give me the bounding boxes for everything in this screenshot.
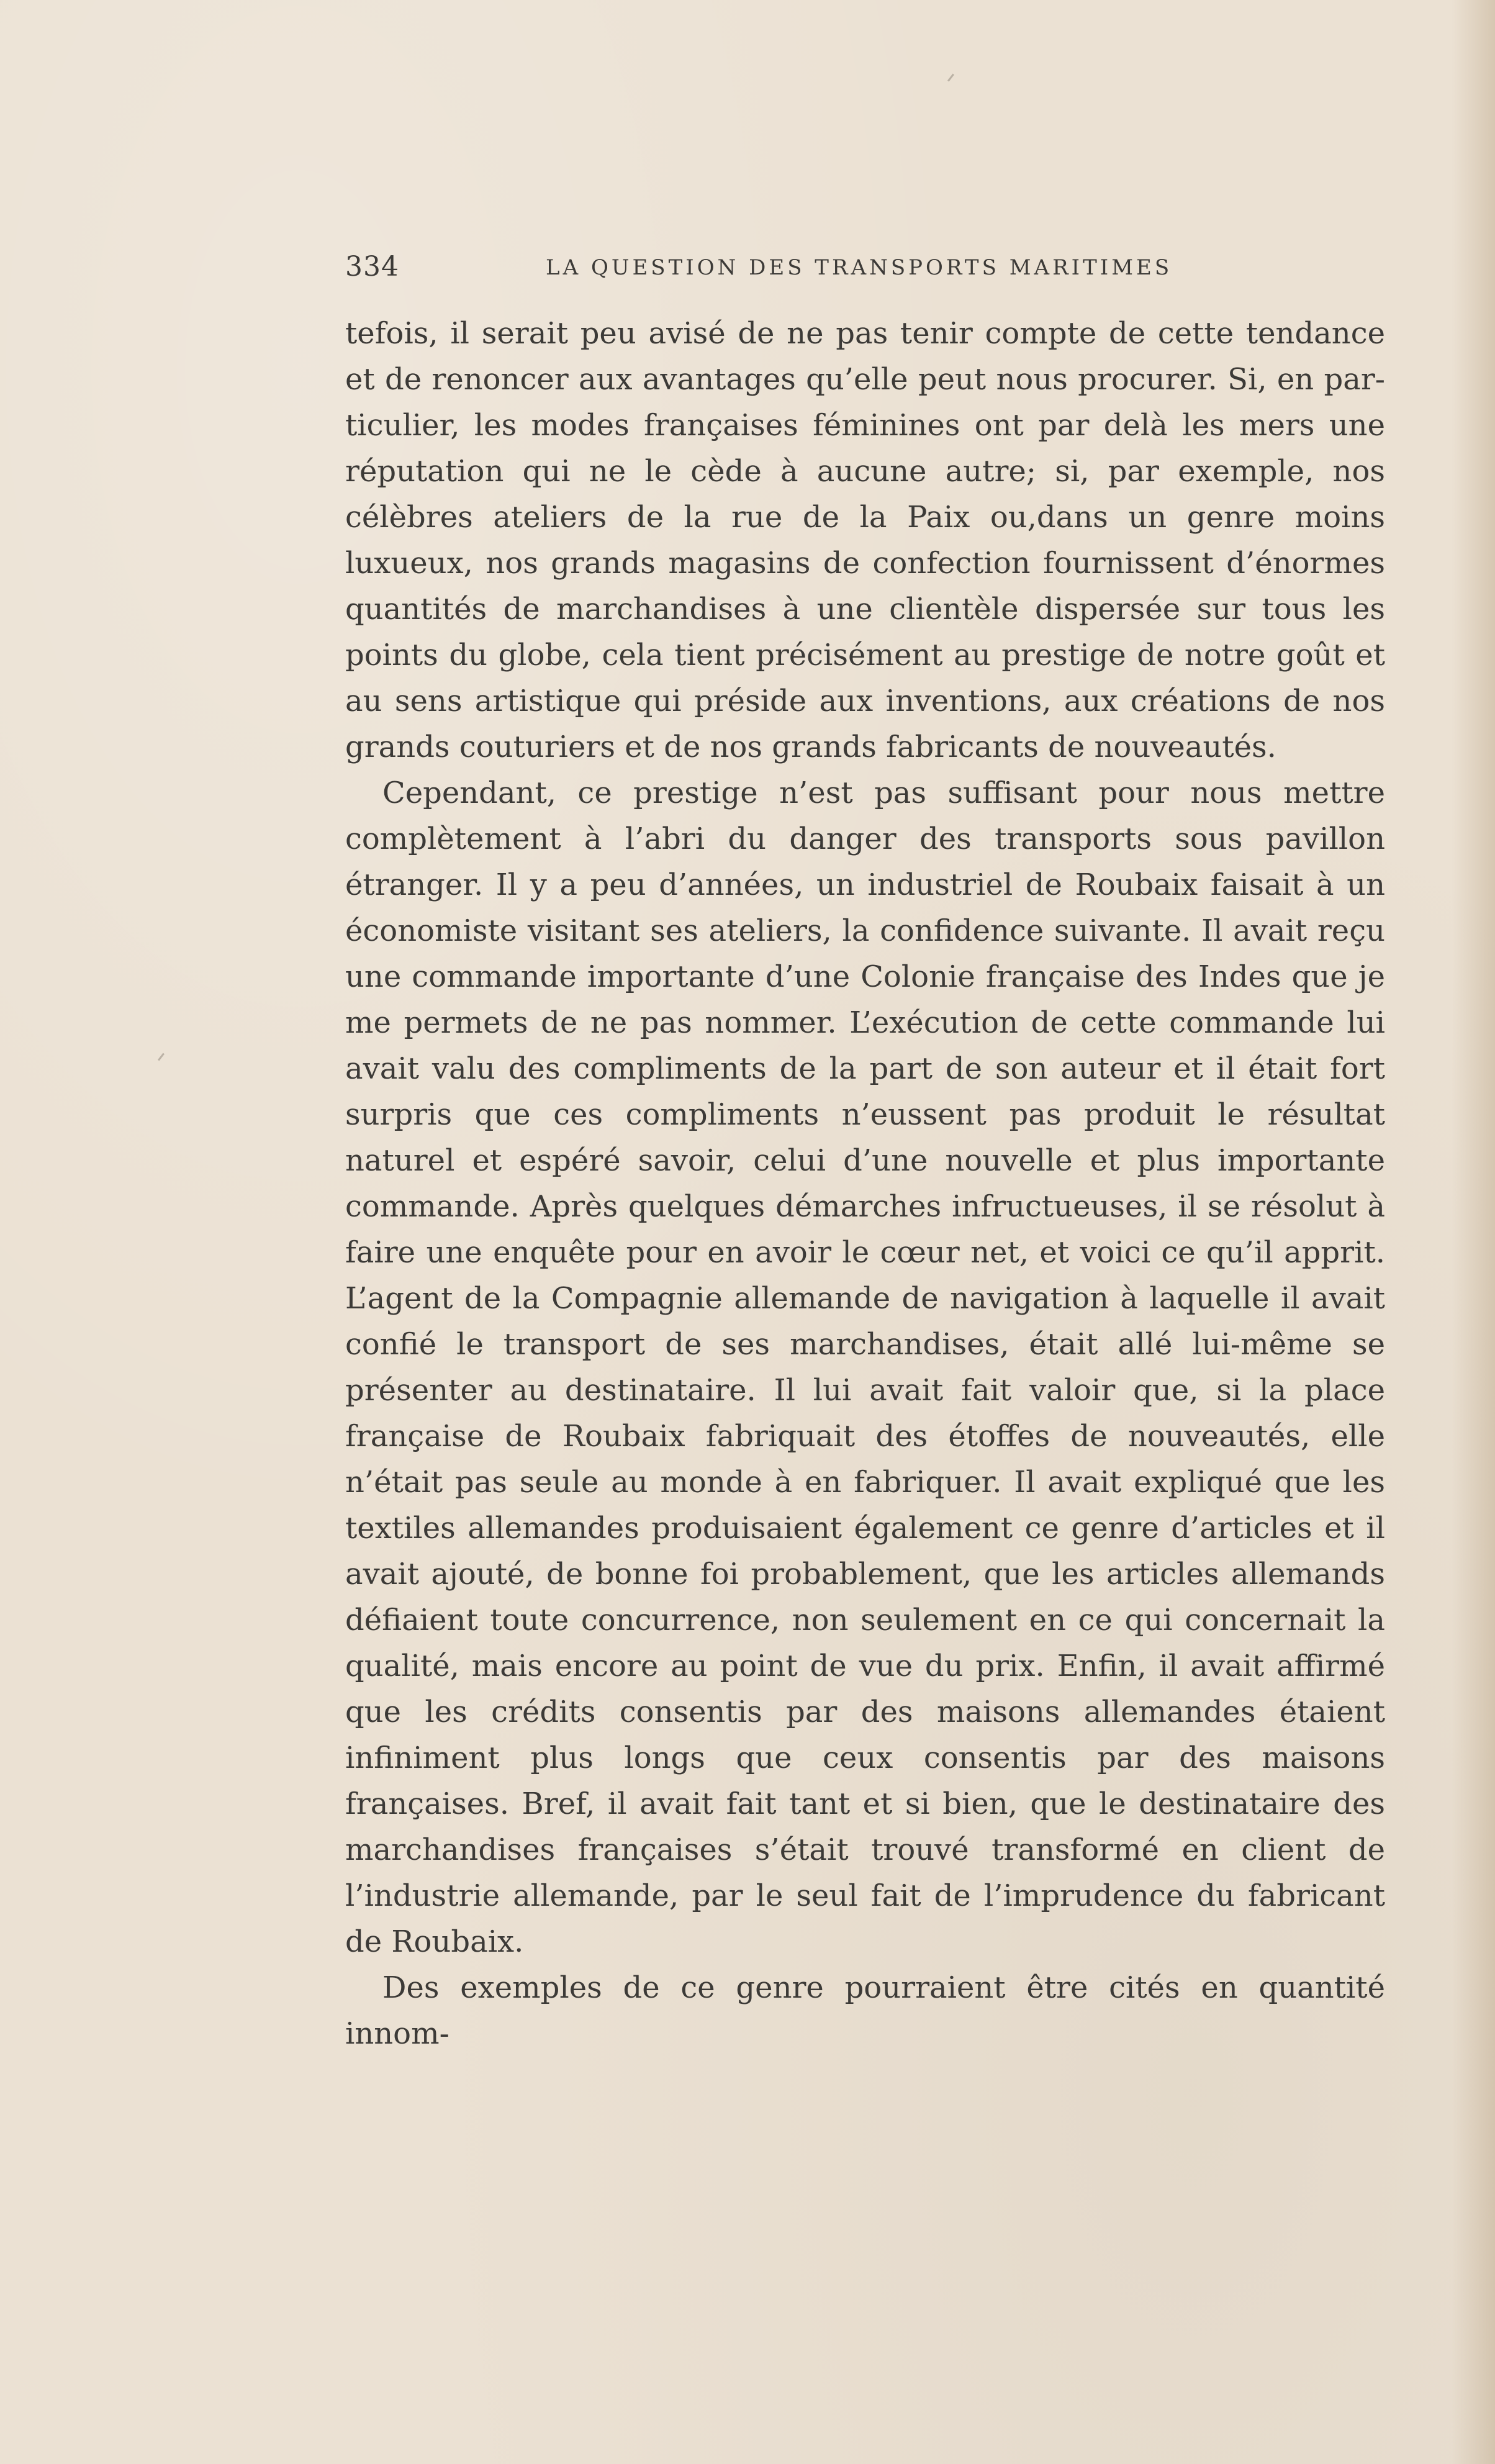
page-number: 334 [345, 251, 399, 283]
running-title: LA QUESTION DES TRANSPORTS MARITIMES [546, 255, 1173, 280]
body-text [345, 310, 1385, 2057]
page-edge-shadow [1452, 0, 1495, 2464]
paragraph-2: Cependant, ce prestige n’est pas suffisant pour nous mettre complètement à l’abri du danger des transports sous pavillon étranger. Il y a peu d’années, un industriel de Roubaix faisait à un économiste visitant ses ateliers, la confidence suivante. Il avait reçu une commande importante d’une Colonie française des Indes que je me permets de ne pas nommer. L’exécution de cette commande lui avait valu des compliments de la part de son auteur et il était fort surpris que ces compliments n’eussent pas produit le résultat naturel et espéré savoir, celui d’une nouvelle et plus importante commande. Après quelques démarches infructueuses, il se résolut à faire une enquête pour en avoir le cœur net, et voici ce qu’il apprit. L’agent de la Compagnie allemande de navigation à laquelle il avait confié le transport de ses marchandises, était allé lui-même se présenter au destinataire. Il lui avait fait valoir que, si la place française de Roubaix fabriquait des étoffes de nouveautés, elle n’était pas seule au monde à en fabriquer. Il avait expliqué que les textiles allemandes produisaient également ce genre d’articles et il avait ajouté, de bonne foi probablement, que les articles allemands défiaient toute concurrence, non seulement en ce qui concernait la qualité, mais encore au point de vue du prix. Enfin, il avait affirmé que les crédits consentis par des maisons allemandes étaient infiniment plus longs que ceux consentis par des maisons françaises. Bref, il avait fait tant et si bien, que le destinataire des marchandises françaises s’était trouvé transformé en client de l’industrie allemande, par le seul fait de l’imprudence du fabricant de Roubaix. [345, 776, 1385, 1959]
paragraph-1: tefois, il serait peu avisé de ne pas tenir compte de cette tendance et de renoncer aux avantages qu’elle peut nous procurer. Si, en particulier, les modes françaises féminines ont par delà les mers une réputation qui ne le cède à aucune autre; si, par exemple, nos célèbres ateliers de la rue de la Paix ou,dans un genre moins luxueux, nos grands magasins de confection fournissent d’énormes quantités de marchandises à une clientèle dispersée sur tous les points du globe, cela tient précisément au prestige de notre goût et au sens artistique qui préside aux inventions, aux créations de nos grands couturiers et de nos grands fabricants de nouveautés. [345, 316, 1385, 764]
page-header [345, 245, 1388, 289]
paragraph-3: Des exemples de ce genre pourraient être cités en quantité innom- [345, 1970, 1385, 2051]
margin-mark [947, 74, 954, 82]
margin-mark [158, 1053, 165, 1061]
